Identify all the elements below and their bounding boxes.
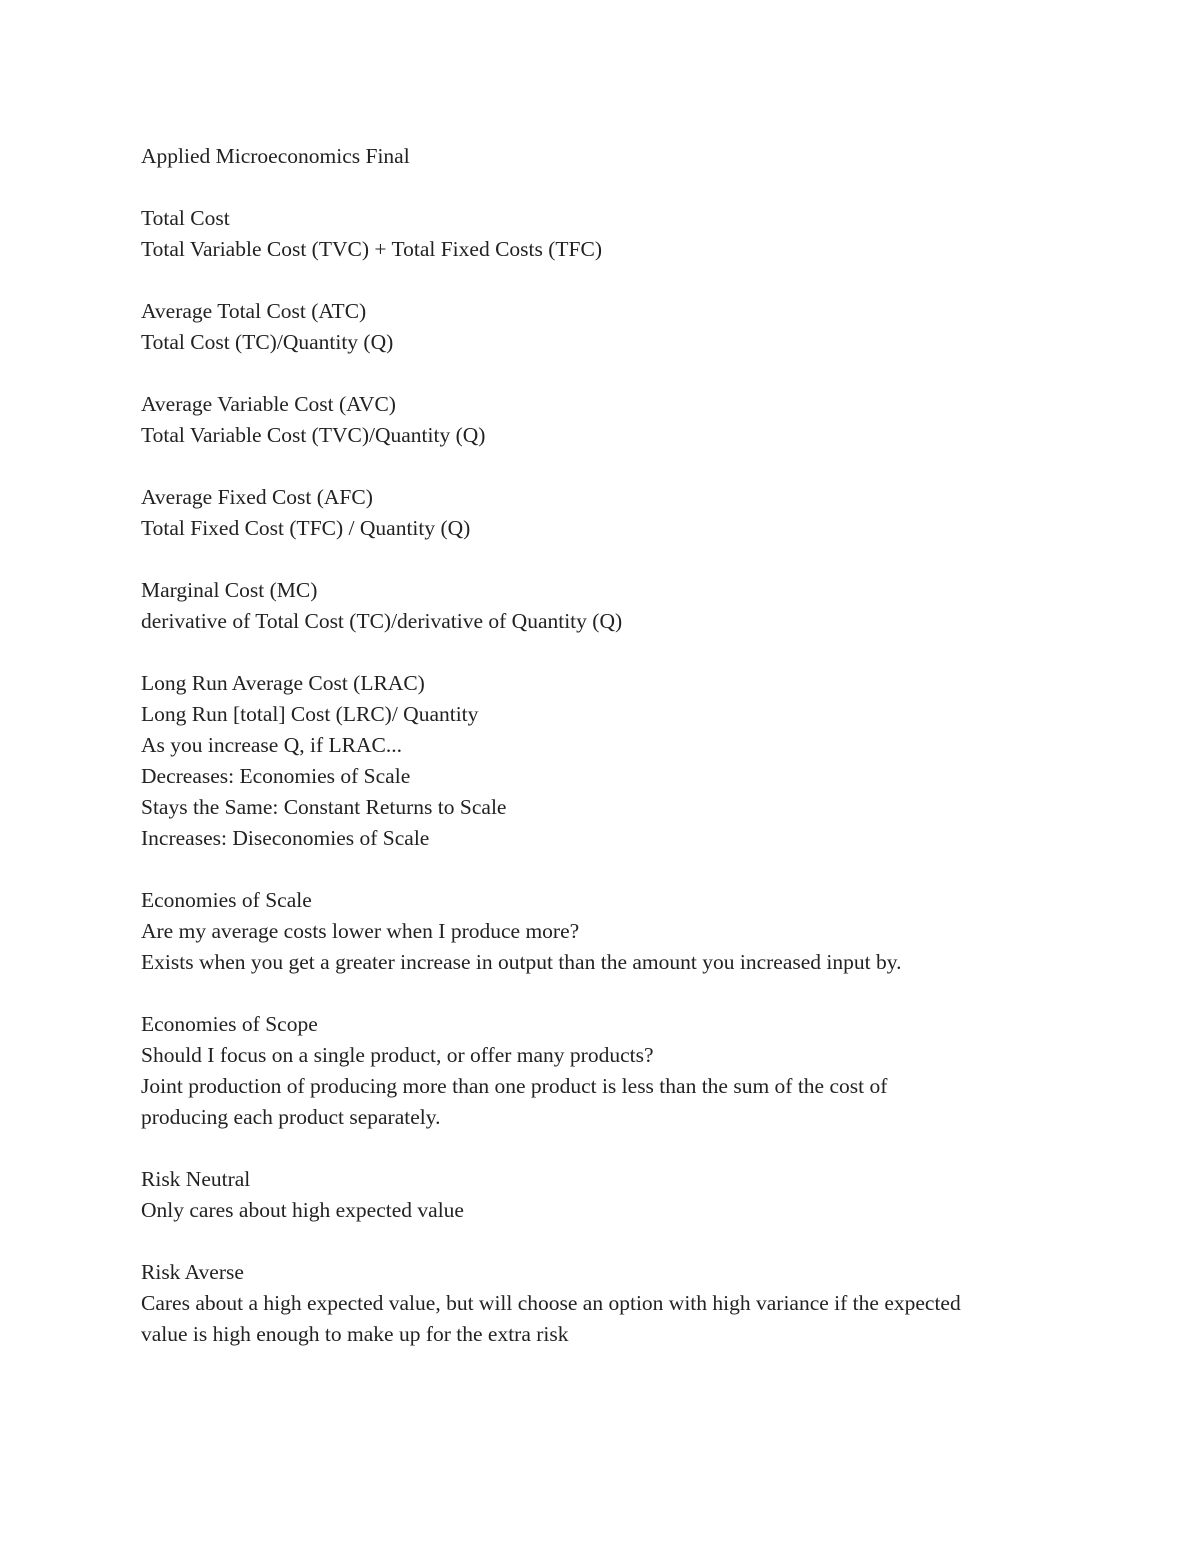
section-line: Decreases: Economies of Scale xyxy=(141,764,411,788)
section-long-run-average-cost xyxy=(141,668,1081,854)
section-average-fixed-cost xyxy=(141,482,1081,544)
section-line: Joint production of producing more than one product is less than the sum of the cost of xyxy=(141,1074,888,1098)
spacer xyxy=(141,358,1081,389)
spacer xyxy=(141,637,1081,668)
section-average-variable-cost xyxy=(141,389,1081,451)
spacer xyxy=(141,1133,1081,1164)
section-line: Total Variable Cost (TVC)/Quantity (Q) xyxy=(141,423,486,447)
section-heading: Total Cost xyxy=(141,206,230,230)
document-title: Applied Microeconomics Final xyxy=(141,144,410,168)
section-line: value is high enough to make up for the extra risk xyxy=(141,1322,569,1346)
spacer xyxy=(141,854,1081,885)
section-line: As you increase Q, if LRAC... xyxy=(141,733,402,757)
section-economies-of-scope xyxy=(141,1009,1081,1133)
section-line: Stays the Same: Constant Returns to Scale xyxy=(141,795,507,819)
section-line: Only cares about high expected value xyxy=(141,1198,464,1222)
section-heading: Long Run Average Cost (LRAC) xyxy=(141,671,425,695)
section-line: derivative of Total Cost (TC)/derivative of Quantity (Q) xyxy=(141,609,623,633)
spacer xyxy=(141,978,1081,1009)
spacer xyxy=(141,1226,1081,1257)
section-heading: Risk Neutral xyxy=(141,1167,251,1191)
spacer xyxy=(141,172,1081,203)
section-heading: Average Total Cost (ATC) xyxy=(141,299,367,323)
section-line: Total Variable Cost (TVC) + Total Fixed Costs (TFC) xyxy=(141,237,602,261)
spacer xyxy=(141,544,1081,575)
section-marginal-cost xyxy=(141,575,1081,637)
spacer xyxy=(141,451,1081,482)
section-heading: Risk Averse xyxy=(141,1260,244,1284)
section-heading: Average Fixed Cost (AFC) xyxy=(141,485,373,509)
section-line: producing each product separately. xyxy=(141,1105,441,1129)
section-heading: Economies of Scope xyxy=(141,1012,318,1036)
section-heading: Marginal Cost (MC) xyxy=(141,578,318,602)
section-line: Increases: Diseconomies of Scale xyxy=(141,826,430,850)
section-heading: Economies of Scale xyxy=(141,888,312,912)
section-average-total-cost xyxy=(141,296,1081,358)
section-risk-averse xyxy=(141,1257,1081,1350)
document-body xyxy=(141,141,1081,1350)
section-line: Total Fixed Cost (TFC) / Quantity (Q) xyxy=(141,516,471,540)
section-line: Cares about a high expected value, but will choose an option with high variance if the expected xyxy=(141,1291,961,1315)
section-line: Total Cost (TC)/Quantity (Q) xyxy=(141,330,394,354)
section-heading: Average Variable Cost (AVC) xyxy=(141,392,396,416)
section-line: Exists when you get a greater increase in output than the amount you increased input by. xyxy=(141,950,902,974)
spacer xyxy=(141,265,1081,296)
section-line: Are my average costs lower when I produce more? xyxy=(141,919,580,943)
section-total-cost xyxy=(141,203,1081,265)
section-economies-of-scale xyxy=(141,885,1081,978)
section-line: Long Run [total] Cost (LRC)/ Quantity xyxy=(141,702,479,726)
section-line: Should I focus on a single product, or offer many products? xyxy=(141,1043,654,1067)
section-risk-neutral xyxy=(141,1164,1081,1226)
